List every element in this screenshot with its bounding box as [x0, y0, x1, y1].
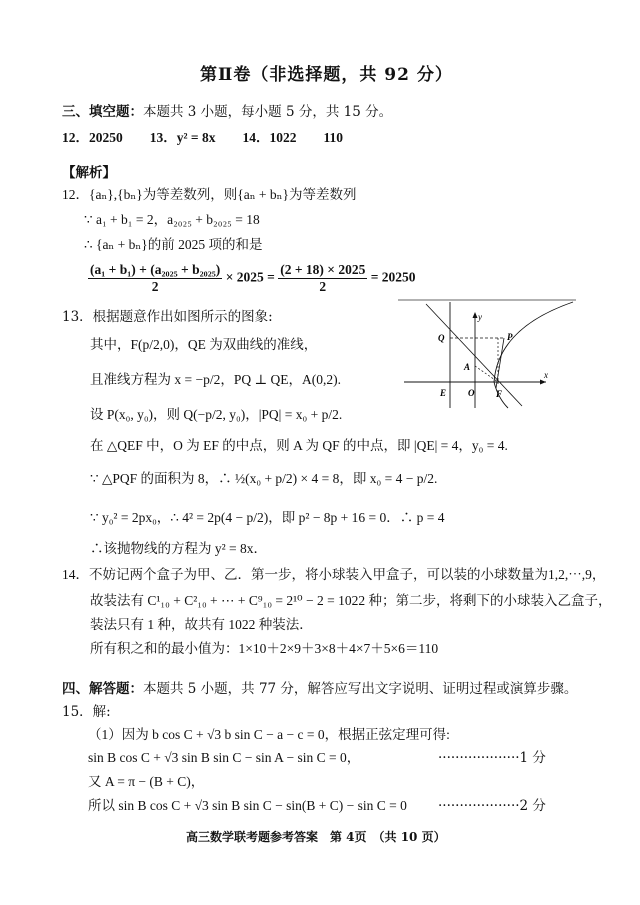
- q15-label: 15．解:: [62, 704, 111, 720]
- label-o: O: [468, 388, 475, 398]
- q12-line3: ∴ {aₙ + bₙ}的前 2025 项的和是: [84, 237, 263, 252]
- section4-header: [62, 680, 577, 698]
- q12-frac2-den: 2: [319, 279, 327, 294]
- label-x: x: [544, 370, 548, 380]
- q12-line1: 12．{aₙ},{bₙ}为等差数列，则{aₙ + bₙ}为等差数列: [62, 187, 357, 202]
- q14-line3: 装法只有 1 种，故共有 1022 种装法．: [90, 617, 313, 632]
- segment-pf: [496, 338, 504, 388]
- q14-line1: 14．不妨记两个盒子为甲、乙．第一步，将小球装入甲盒子，可以装的小球数量为1,2,⋯,9，: [62, 567, 606, 582]
- label-y: y: [478, 312, 482, 322]
- q12-result: = 20250: [370, 269, 416, 285]
- q12-line2: ∵ a₁ + b₁ = 2，a₂₀₂₅ + b₂₀₂₅ = 18: [84, 212, 260, 227]
- label-f: F: [496, 389, 503, 399]
- page-footer: 高三数学联考题参考答案 第 4页 （共 10 页）: [186, 830, 446, 844]
- q15-line4: 所以 sin B cos C + √3 sin B sin C − sin(B + C) − sin C = 0: [88, 798, 407, 813]
- label-a: A: [464, 362, 471, 372]
- section3-desc: 本题共 3 小题，每小题 5 分，共 15 分。: [143, 104, 393, 120]
- q12-mult: × 2025 =: [225, 269, 275, 285]
- q13-figure: [398, 298, 576, 410]
- section3-heading: 三、填空题：: [62, 104, 143, 120]
- q12-frac1: [88, 262, 222, 295]
- q15-score1: ···················1 分: [438, 750, 546, 766]
- q15-line2: sin B cos C + √3 sin B sin C − sin A − sin C = 0，: [88, 750, 361, 765]
- q14-line4: 所有积之和的最小值为：1×10＋2×9＋3×8＋4×7＋5×6＝110: [90, 641, 439, 656]
- q15-score2: ···················2 分: [438, 798, 546, 814]
- parabola-curve: [494, 302, 573, 408]
- section4-desc: 本题共 5 小题，共 77 分，解答应写出文字说明、证明过程或演算步骤。: [143, 681, 578, 697]
- q13-line6: ∵ △PQF 的面积为 8，∴ ½(x₀ + p/2) × 4 = 8，即 x₀ = 4 − p/2.: [90, 471, 438, 486]
- q13-line7: ∵ y₀² = 2px₀，∴ 4² = 2p(4 − p/2)，即 p² − 8p + 16 = 0．∴ p = 4: [90, 510, 445, 525]
- page-title: 第Ⅱ卷（非选择题，共 92 分）: [200, 65, 453, 85]
- q14-line2: 故装法有 C¹₁₀ + C²₁₀ + ⋯ + C⁹₁₀ = 2¹⁰ − 2 = 1022 种；第二步，将剩下的小球装入乙盒子，: [90, 593, 612, 608]
- section3-header: [62, 103, 392, 121]
- q12-frac2-num: (2 + 18) × 2025: [280, 262, 366, 277]
- y-axis-arrow: [473, 312, 478, 318]
- q15-line1: （1）因为 b cos C + √3 b sin C − a − c = 0，根据正弦定理可得:: [88, 727, 450, 742]
- section4-heading: 四、解答题：: [62, 681, 143, 697]
- q13-line5: 在 △QEF 中，O 为 EF 的中点，则 A 为 QF 的中点，即 |QE| = 4，y₀ = 4.: [90, 438, 508, 453]
- q12-frac1-num: (a₁ + b₁) + (a₂₀₂₅ + b₂₀₂₅): [90, 262, 221, 277]
- label-q: Q: [438, 333, 445, 343]
- q13-line8: ∴该抛物线的方程为 y² = 8x．: [90, 541, 268, 556]
- q12-frac1-den: 2: [151, 279, 159, 294]
- q13-line2: 其中，F(p/2,0)，QE 为双曲线的准线，: [90, 337, 318, 352]
- label-e: E: [440, 388, 447, 398]
- fill-blank-answers: 12．20250 13．y² = 8x 14．1022 110: [62, 130, 343, 145]
- q12-frac2: [278, 262, 367, 295]
- q15-line3: 又 A = π − (B + C)，: [88, 774, 205, 789]
- q13-line4: 设 P(x₀, y₀)，则 Q(−p/2, y₀)，|PQ| = x₀ + p/2.: [90, 407, 343, 422]
- q13-line1: 13．根据题意作出如图所示的图象:: [62, 309, 273, 325]
- q12-formula: [88, 262, 416, 295]
- analysis-heading: 【解析】: [62, 165, 116, 181]
- q13-line3: 且准线方程为 x = −p/2，PQ ⊥ QE，A(0,2).: [90, 372, 342, 387]
- x-axis-arrow: [540, 380, 546, 385]
- label-p: P: [507, 332, 513, 342]
